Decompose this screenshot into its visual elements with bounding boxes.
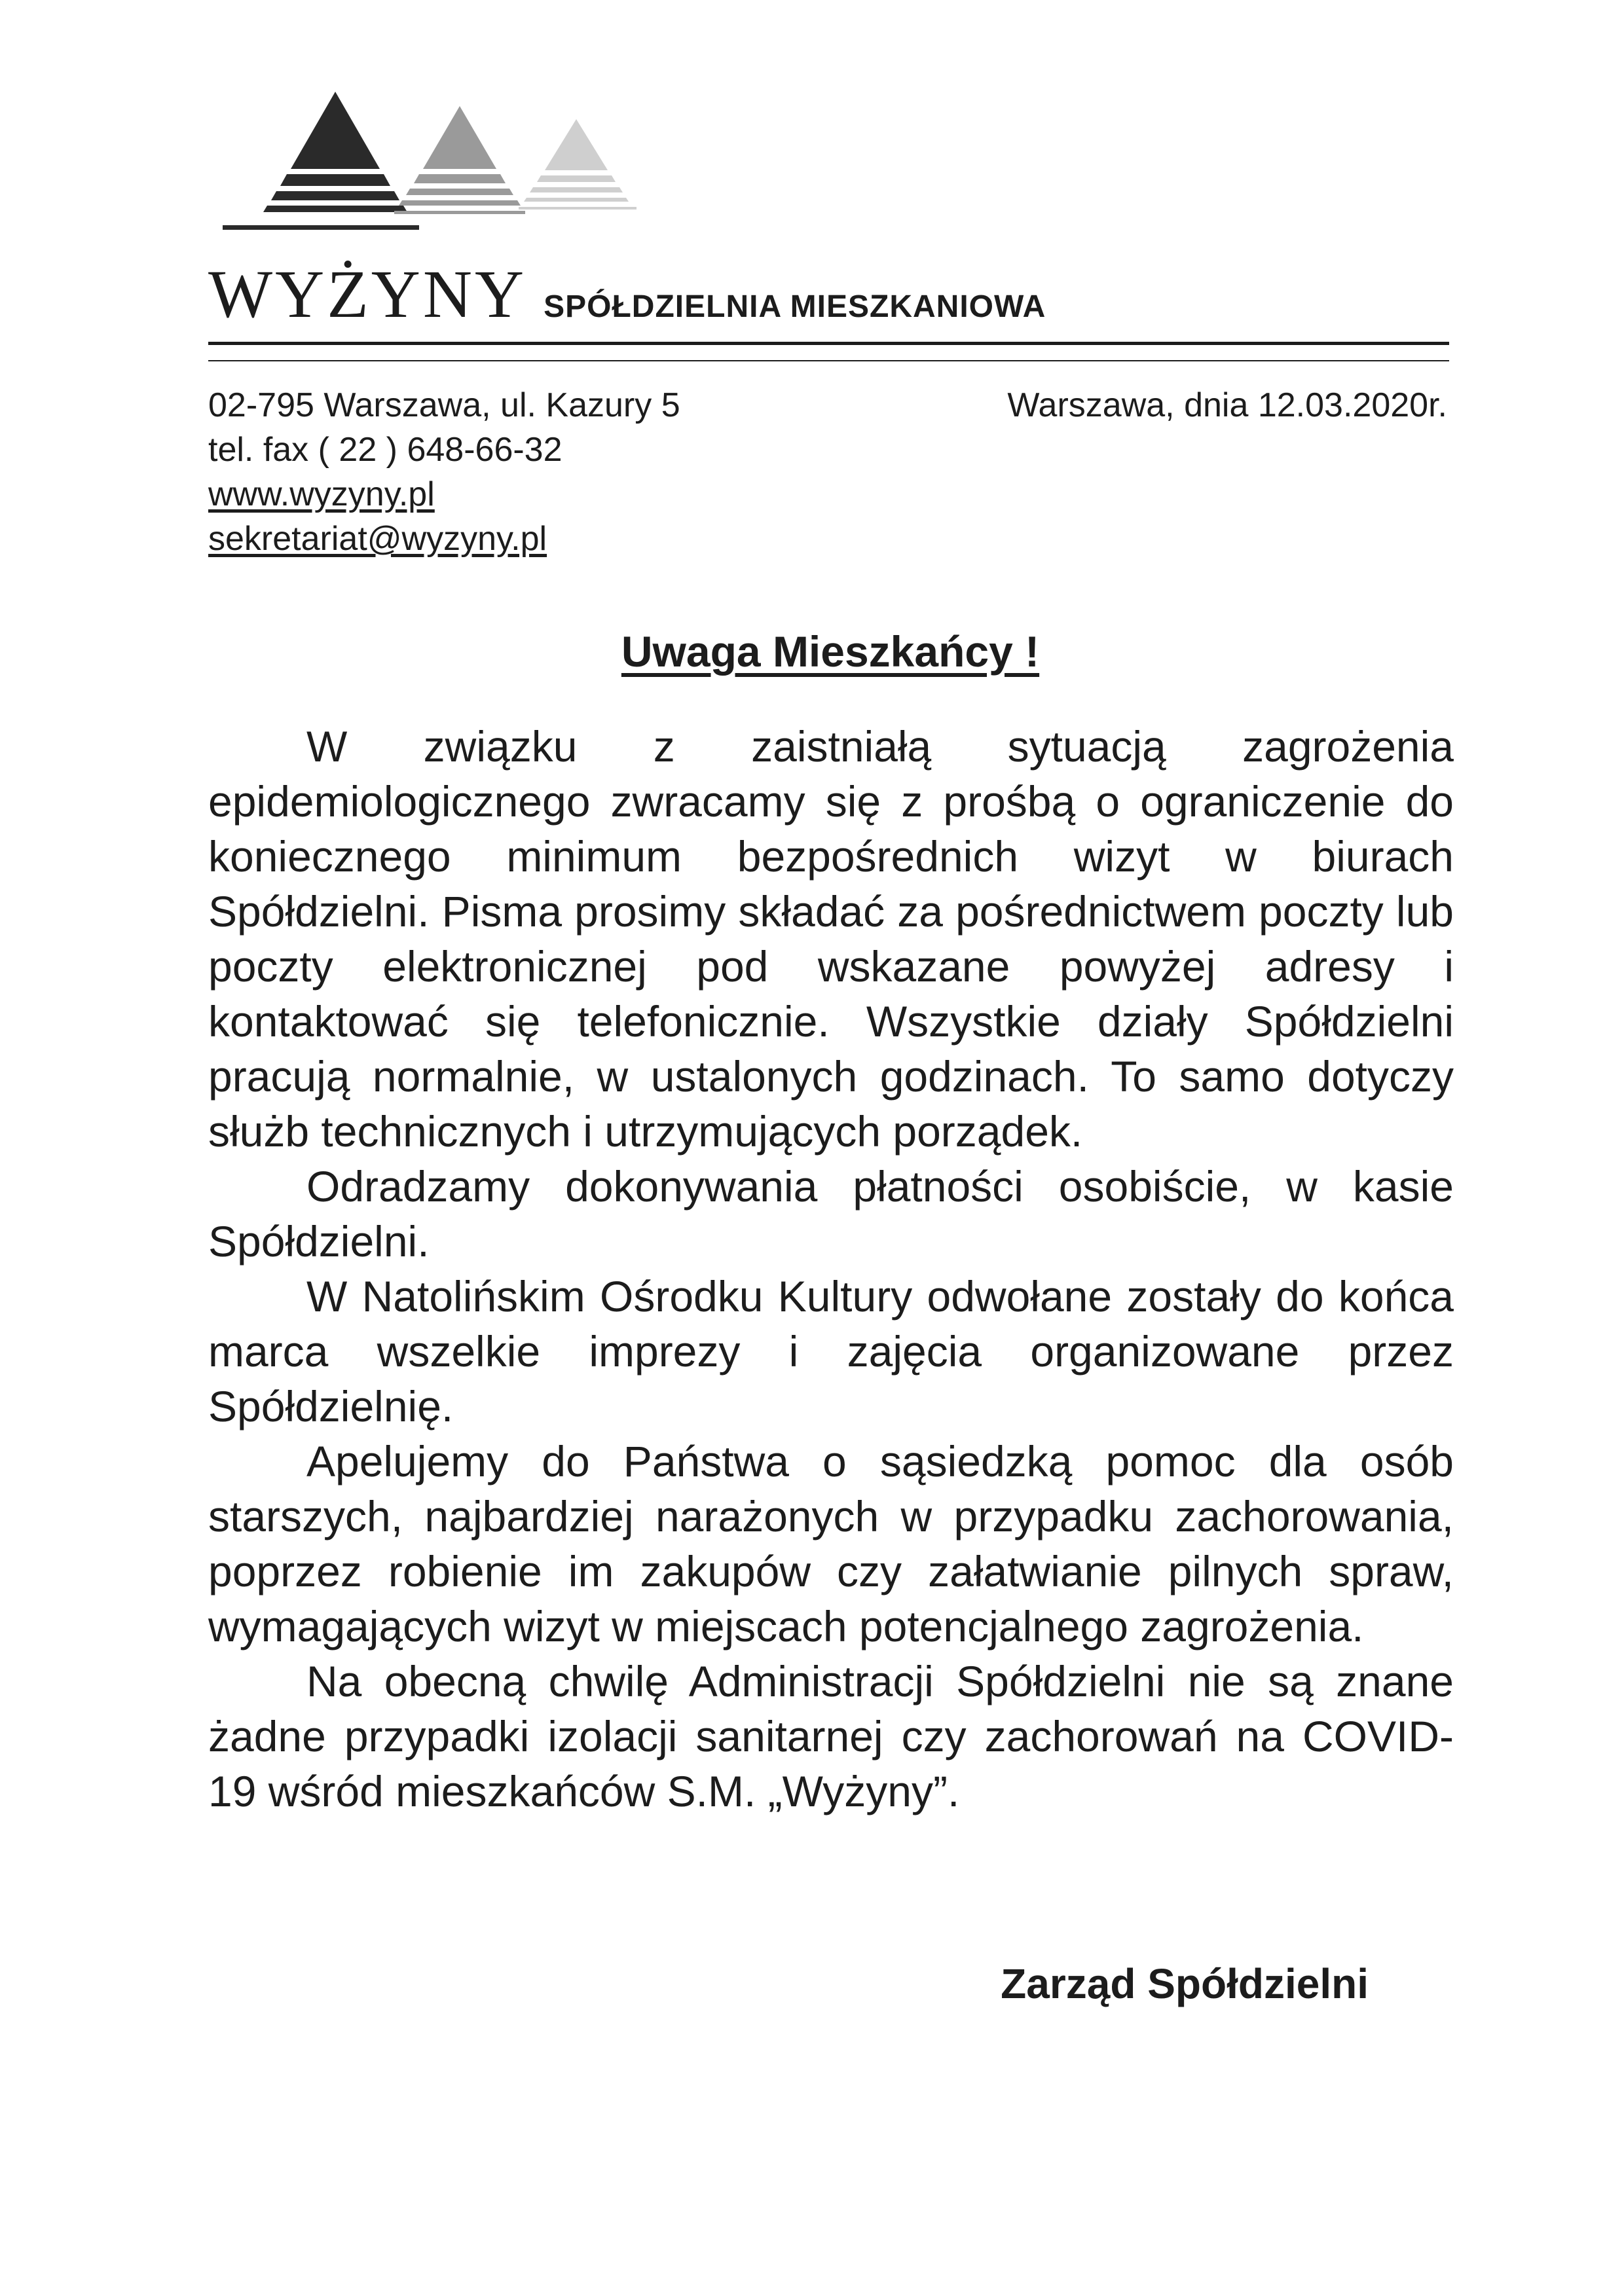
brand-name: WYŻYNY [208, 257, 527, 332]
address-line: 02-795 Warszawa, ul. Kazury 5 [208, 386, 680, 424]
page-title: Uwaga Mieszkańcy ! [621, 627, 1040, 676]
body-paragraph: Na obecną chwilę Administracji Spółdzielni nie są znane żadne przypadki izolacji sanitarnej czy zachorowań na COVID-19 wśród mieszkańców S.M. „Wyżyny”. [208, 1657, 1454, 1815]
three-pyramids-logo [223, 92, 668, 242]
letterhead-divider-thick [208, 342, 1449, 345]
body-paragraph: Odradzamy dokonywania płatności osobiście, w kasie Spółdzielni. [208, 1162, 1454, 1266]
date-line: Warszawa, dnia 12.03.2020r. [1007, 386, 1447, 424]
body-paragraph: W Natolińskim Ośrodku Kultury odwołane zostały do końca marca wszelkie imprezy i zajęcia organizowane przez Spółdzielnię. [208, 1272, 1454, 1430]
letter-body [208, 719, 1454, 1819]
dark-pyramid-icon [223, 92, 419, 230]
phone-line: tel. fax ( 22 ) 648-66-32 [208, 431, 563, 469]
letterhead-brand [208, 255, 1452, 340]
signature: Zarząd Spółdzielni [1001, 1960, 1369, 2007]
brand-subtitle: SPÓŁDZIELNIA MIESZKANIOWA [544, 289, 1046, 324]
contact-block [208, 383, 863, 561]
body-paragraph: Apelujemy do Państwa o sąsiedzką pomoc dla osób starszych, najbardziej narażonych w przypadku zachorowania, poprzez robienie im zakupów czy załatwianie pilnych spraw, wymagających wizyt w miejscach potencjalnego zagrożenia. [208, 1437, 1454, 1650]
letterhead-divider-thin [208, 360, 1449, 361]
website-link[interactable]: www.wyzyny.pl [208, 475, 435, 513]
email-link[interactable]: sekretariat@wyzyny.pl [208, 520, 547, 558]
body-paragraph: W związku z zaistniałą sytuacją zagrożenia epidemiologicznego zwracamy się z prośbą o ograniczenie do koniecznego minimum bezpośrednich wizyt w biurach Spółdzielni. Pisma prosimy składać za pośrednictwem poczty lub poczty elektronicznej pod wskazane powyżej adresy i kontaktować się telefonicznie. Wszystkie działy Spółdzielni pracują normalnie, w ustalonych godzinach. To samo dotyczy służb technicznych i utrzymujących porządek. [208, 722, 1454, 1156]
mid-pyramid-icon [394, 106, 525, 214]
light-pyramid-icon [519, 119, 637, 210]
